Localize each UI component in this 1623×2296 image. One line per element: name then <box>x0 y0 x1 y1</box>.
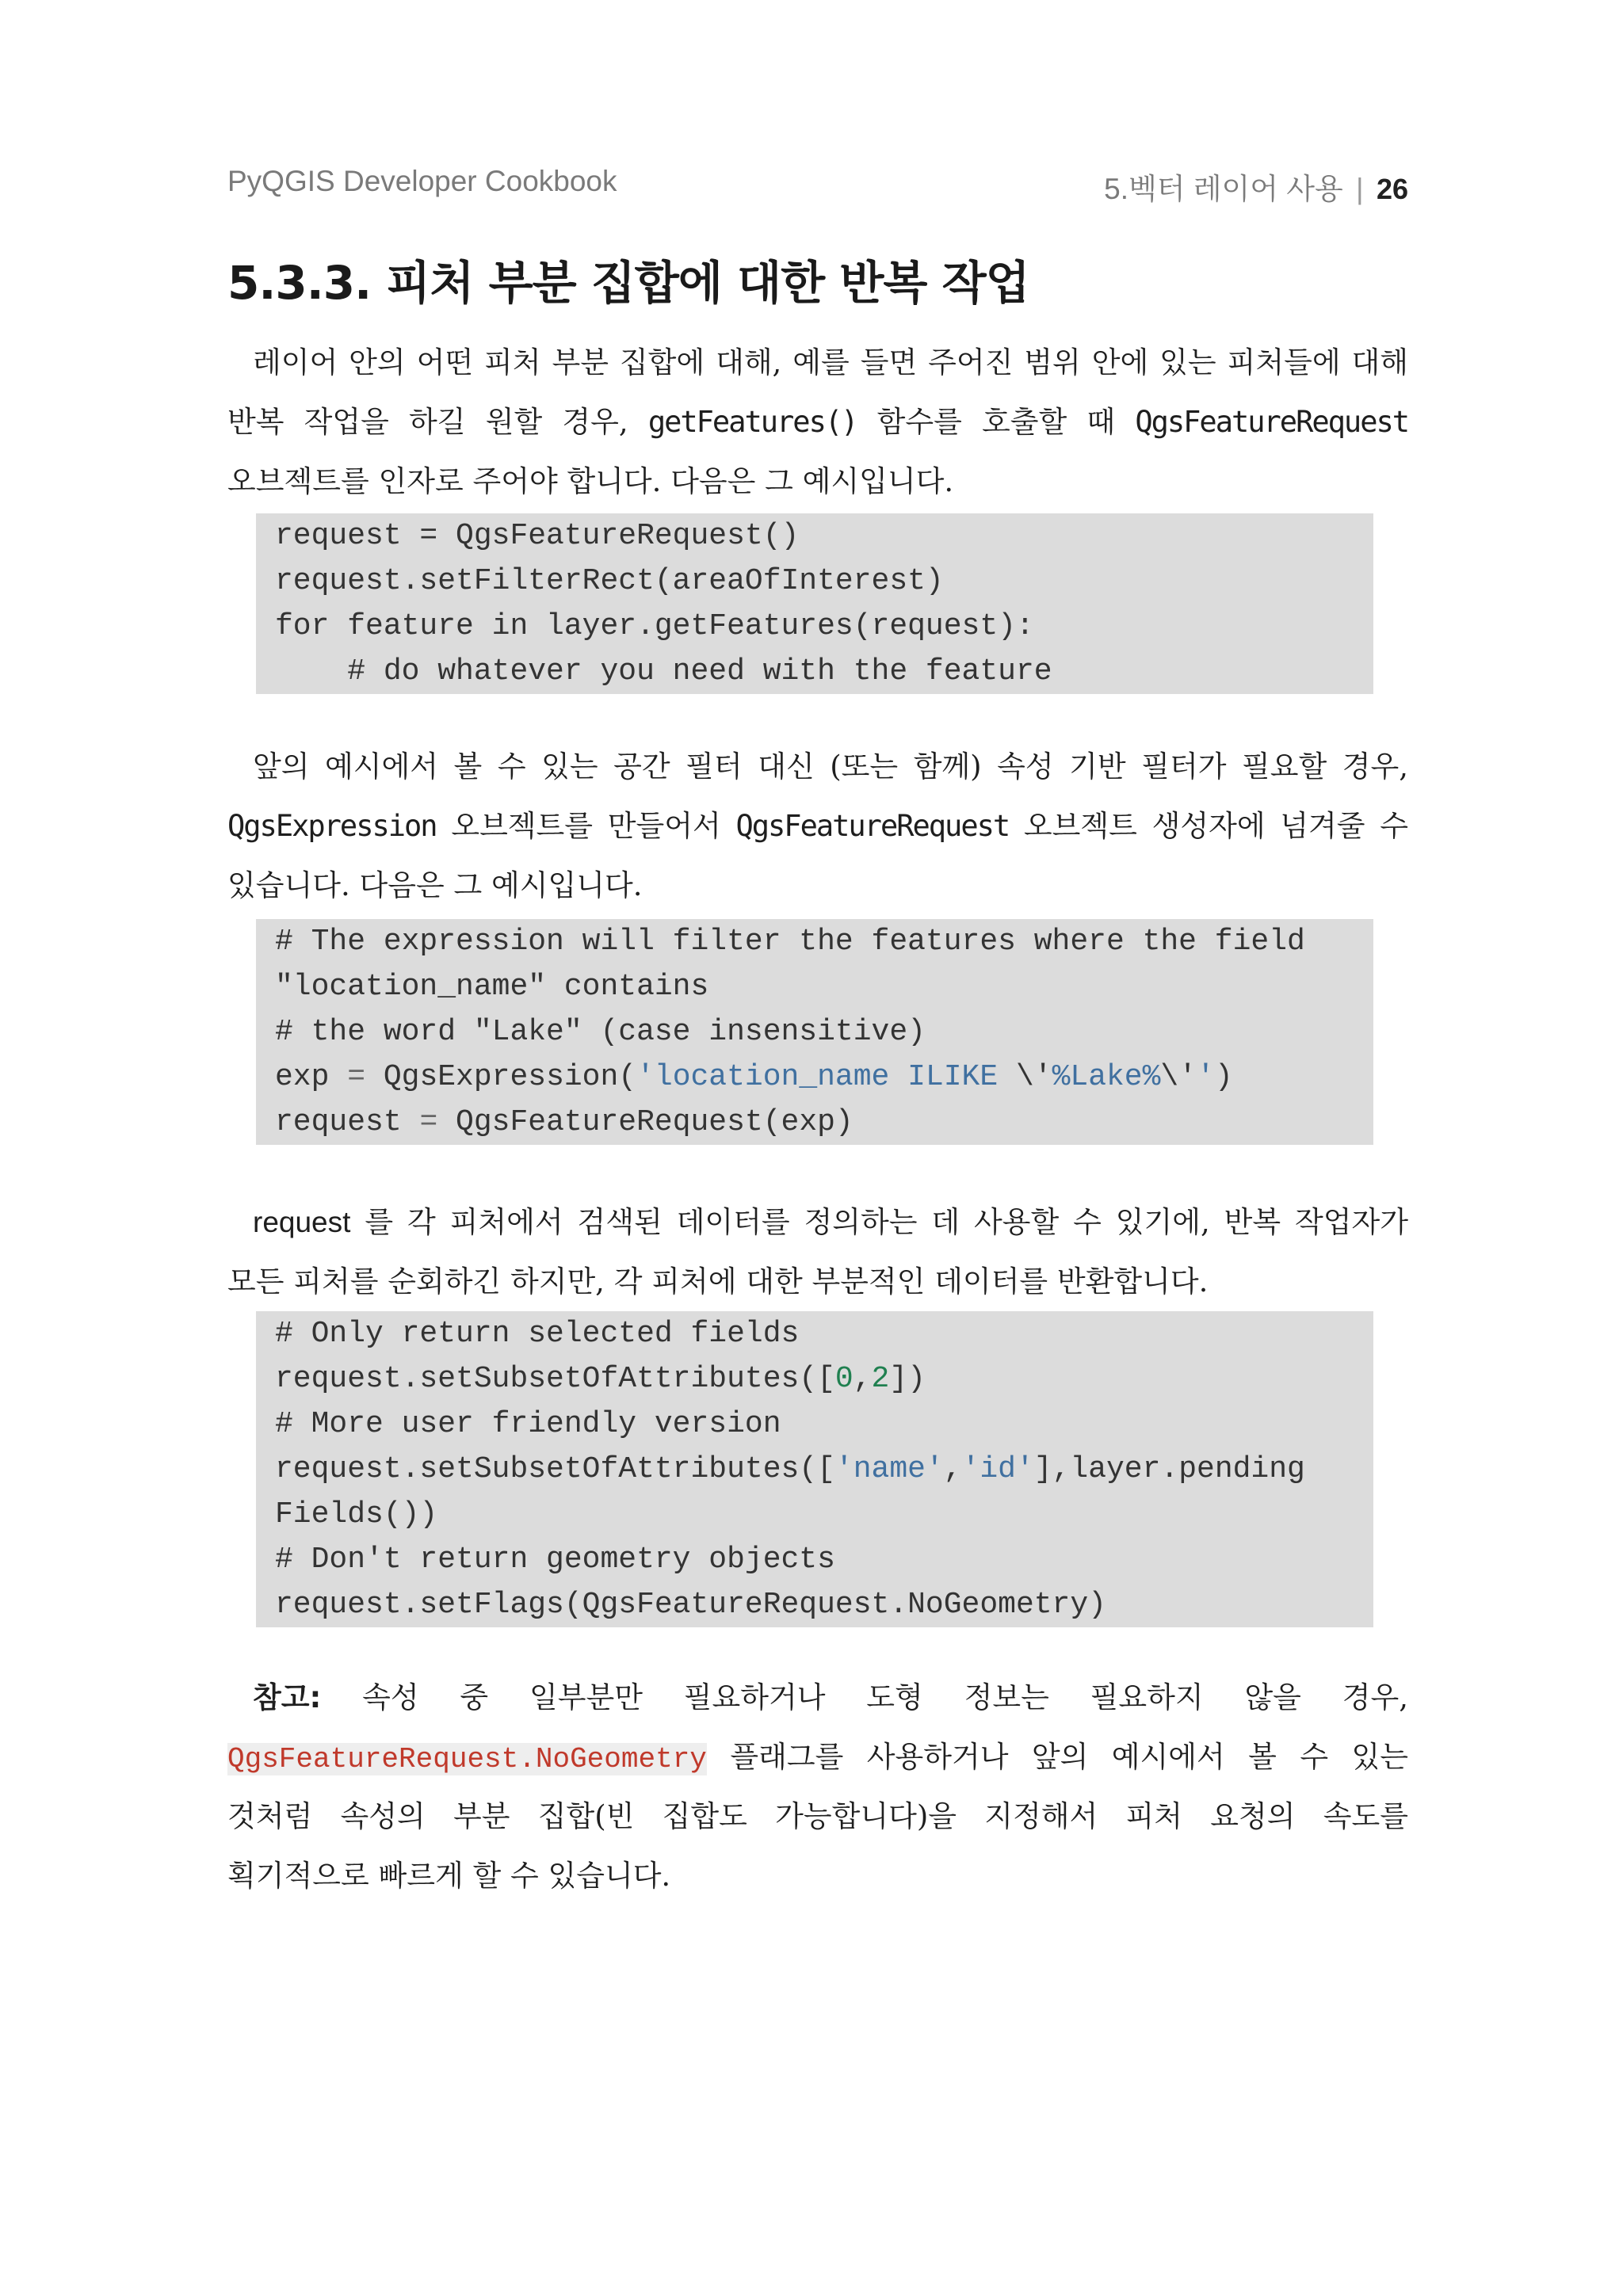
code-line: # the word "Lake" (case insensitive) <box>275 1015 926 1049</box>
code-token: ) <box>1214 1060 1233 1094</box>
para-line: 앞의 예시에서 볼 수 있는 공간 필터 대신 (또는 함께) 속성 기반 필터가 필요할 경우, <box>253 749 1408 784</box>
page-header <box>227 165 1408 204</box>
code-line: for feature in layer.getFeatures(request): <box>275 609 1034 643</box>
code-string: 'location_name ILIKE <box>636 1060 1016 1094</box>
para-line <box>227 1668 1408 1727</box>
code-token: exp <box>275 1060 348 1094</box>
code-token: ]) <box>889 1362 926 1396</box>
text-run: 함수를 호출할 때 <box>876 405 1116 439</box>
code-token: request <box>275 1105 420 1139</box>
para-line: 획기적으로 빠르게 할 수 있습니다. <box>227 1859 671 1893</box>
para-line: 모든 피처를 순회하긴 하지만, 각 피처에 대한 부분적인 데이터를 반환합니다. <box>227 1264 1209 1299</box>
header-separator: | <box>1356 173 1364 205</box>
code-operator: = <box>419 1105 438 1139</box>
code-token: QgsFeatureRequest(exp) <box>437 1105 854 1139</box>
code-line: request.setFlags(QgsFeatureRequest.NoGeometry) <box>275 1588 1106 1622</box>
code-line <box>275 1055 1354 1100</box>
note-label: 참고: <box>253 1680 322 1714</box>
code-number: 2 <box>871 1362 890 1396</box>
para-line: 오브젝트를 인자로 주어야 합니다. 다음은 그 예시입니다. <box>227 464 954 498</box>
para-line <box>227 796 1408 856</box>
code-block-filter-rect <box>256 513 1373 694</box>
code-token: , <box>853 1362 872 1396</box>
code-token: ],layer.pending <box>1033 1452 1305 1486</box>
code-line: request.setFilterRect(areaOfInterest) <box>275 564 944 598</box>
code-line: # Don't return geometry objects <box>275 1543 835 1577</box>
code-string: ' <box>1197 1060 1215 1094</box>
text-run: 를 각 피처에서 검색된 데이터를 정의하는 데 사용할 수 있기에, 반복 작업자가 <box>365 1205 1408 1239</box>
text-run: 오브젝트 생성자에 넘겨줄 수 <box>1023 809 1408 843</box>
code-line: request = QgsFeatureRequest() <box>275 519 800 553</box>
text-run: 속성 중 일부분만 필요하거나 도형 정보는 필요하지 않을 경우, <box>362 1680 1408 1714</box>
code-line: Fields()) <box>275 1497 438 1531</box>
code-line <box>275 1100 1354 1145</box>
text-run: 플래그를 사용하거나 앞의 예시에서 볼 수 있는 <box>730 1740 1408 1774</box>
code-line: # More user friendly version <box>275 1407 781 1441</box>
text-run: 반복 작업을 하길 원할 경우, <box>227 405 628 439</box>
code-block-expression <box>256 919 1373 1145</box>
code-string: %Lake% <box>1052 1060 1161 1094</box>
paragraph-intro <box>227 333 1408 511</box>
code-line: # do whatever you need with the feature <box>275 654 1052 688</box>
code-line: # The expression will filter the features where the field <box>275 925 1305 959</box>
para-line <box>227 1727 1408 1787</box>
code-operator: = <box>347 1060 366 1094</box>
code-string: 'name' <box>834 1452 944 1486</box>
para-line: 있습니다. 다음은 그 예시입니다. <box>227 868 643 902</box>
chapter-and-page <box>1104 165 1408 208</box>
code-token: , <box>943 1452 962 1486</box>
code-line: "location_name" contains <box>275 970 709 1004</box>
code-token: QgsExpression( <box>365 1060 637 1094</box>
code-string: 'id' <box>961 1452 1034 1486</box>
para-line <box>227 392 1408 452</box>
code-line <box>275 1356 1354 1402</box>
code-token: request.setSubsetOfAttributes([ <box>275 1452 835 1486</box>
paragraph-request-subset <box>227 1192 1408 1311</box>
code-number: 0 <box>834 1362 854 1396</box>
code-line: # Only return selected fields <box>275 1317 800 1351</box>
book-title: PyQGIS Developer Cookbook <box>227 165 617 197</box>
chapter-title: 5.벡터 레이어 사용 <box>1104 173 1343 205</box>
inline-word-request: request <box>253 1206 351 1238</box>
text-run: 오브젝트를 만들어서 <box>451 809 721 843</box>
inline-code-getfeatures: getFeatures() <box>647 405 857 439</box>
inline-code-qgsfeaturerequest: QgsFeatureRequest <box>1135 405 1409 439</box>
code-escape: \' <box>1160 1060 1197 1094</box>
paragraph-expression <box>227 737 1408 915</box>
code-token: request.setSubsetOfAttributes([ <box>275 1362 835 1396</box>
section-title: 5.3.3. 피처 부분 집합에 대한 반복 작업 <box>227 256 1029 310</box>
para-line: 레이어 안의 어떤 피처 부분 집합에 대해, 예를 들면 주어진 범위 안에 있는 피처들에 대해 <box>253 345 1408 379</box>
inline-code-qgsexpression: QgsExpression <box>227 809 437 843</box>
page-number: 26 <box>1376 173 1408 205</box>
inline-code-nogeometry: QgsFeatureRequest.NoGeometry <box>227 1743 707 1775</box>
code-line <box>275 1447 1354 1492</box>
para-line <box>227 1192 1408 1252</box>
para-line: 것처럼 속성의 부분 집합(빈 집합도 가능합니다)을 지정해서 피처 요청의 속도를 <box>227 1799 1408 1833</box>
note-paragraph <box>227 1668 1408 1905</box>
code-escape: \' <box>1015 1060 1052 1094</box>
inline-code-qgsfeaturerequest: QgsFeatureRequest <box>735 809 1010 843</box>
code-block-subset-attributes <box>256 1311 1373 1627</box>
